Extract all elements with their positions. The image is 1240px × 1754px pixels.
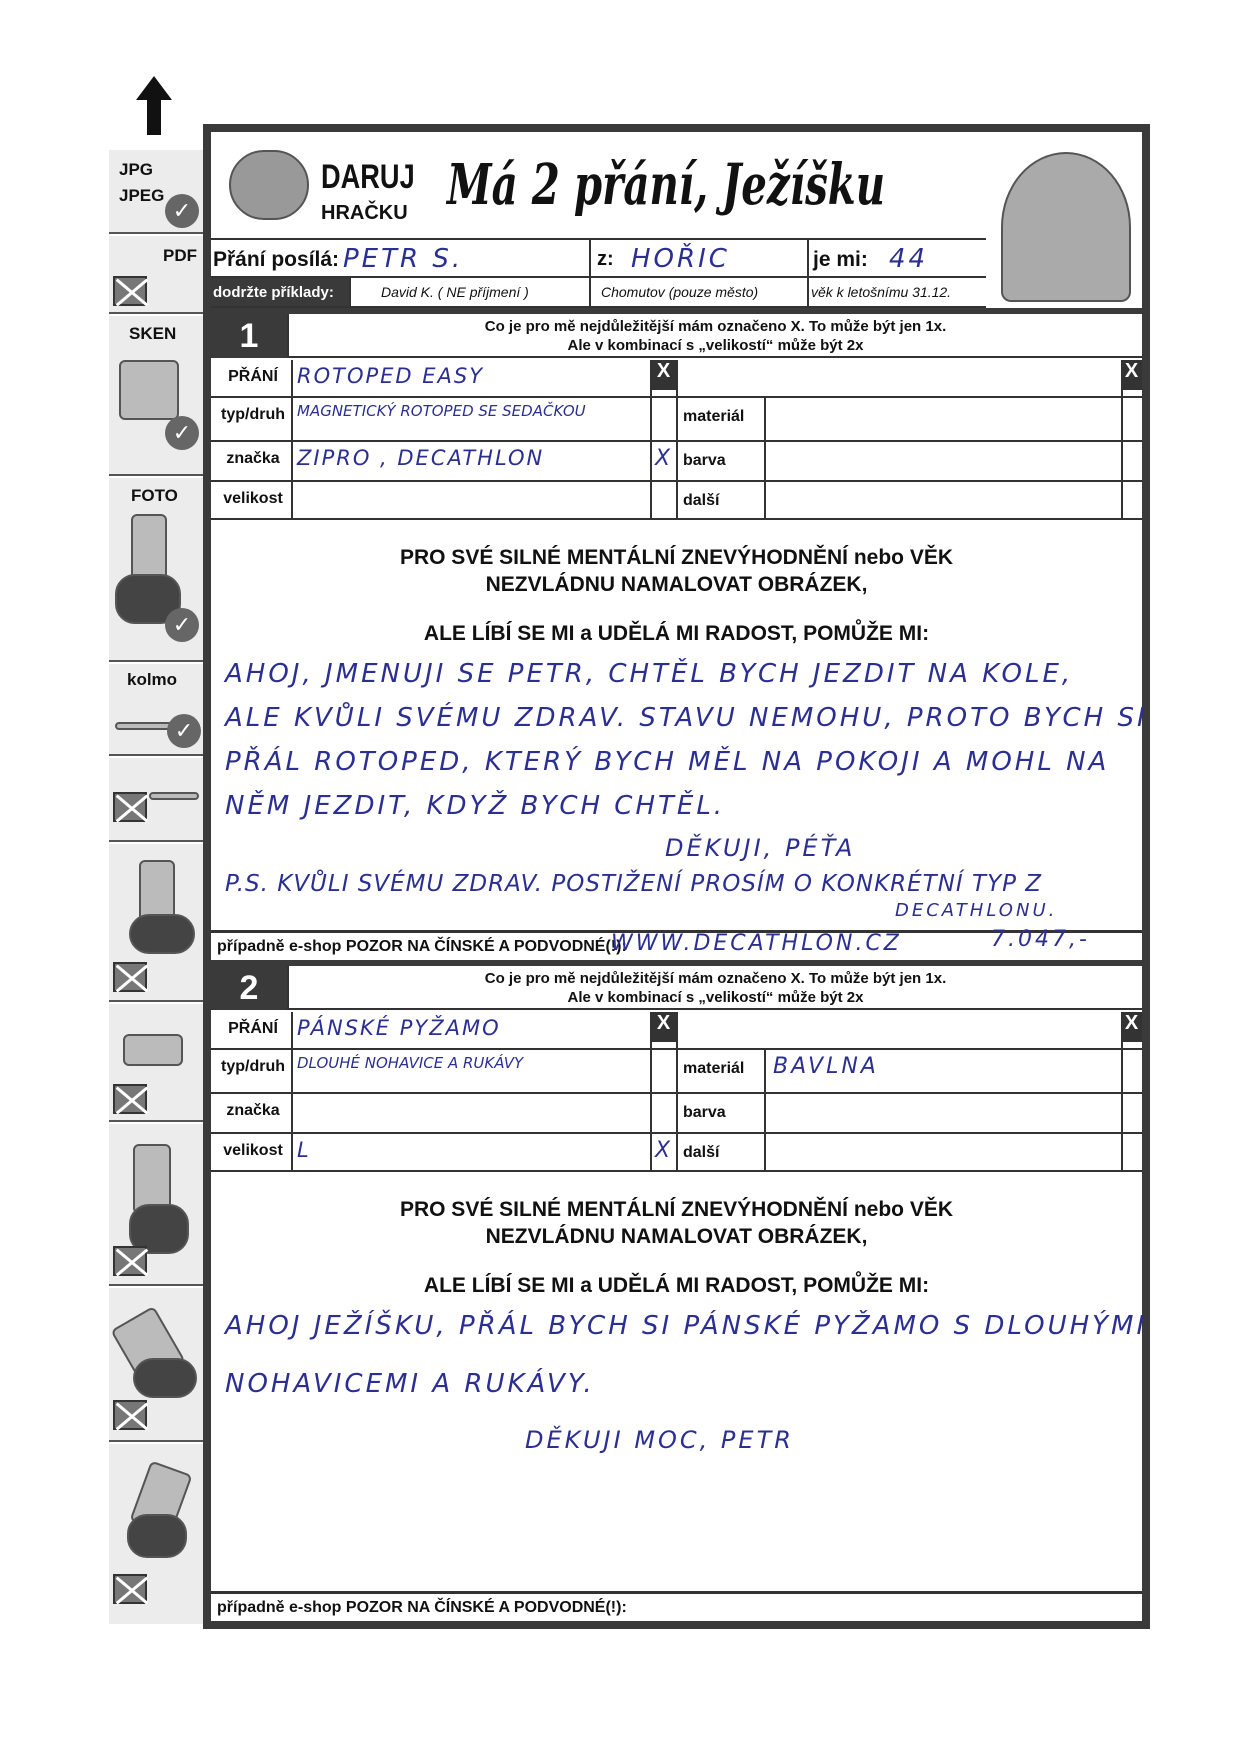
field-label: velikost: [223, 490, 283, 507]
field-label-right: další: [683, 1144, 720, 1161]
instruction-line-2: Ale v kombinací s „velikostí“ může být 2x: [567, 989, 864, 1006]
sidebar-foto: [109, 478, 203, 662]
logo-top: DARUJ: [321, 158, 415, 196]
eshop-row: [211, 927, 1142, 960]
field-value[interactable]: MAGNETICKÝ ROTOPED SE SEDAČKOU: [297, 402, 586, 420]
prompt-line-1: PRO SVÉ SILNÉ MENTÁLNÍ ZNEVÝHODNĚNÍ nebo VĚK: [399, 546, 954, 569]
field-value[interactable]: DLOUHÉ NOHAVICE A RUKÁVY: [297, 1054, 524, 1072]
jpeg-label: JPEG: [119, 186, 165, 205]
cross-box-icon: [113, 962, 147, 992]
sender-city-value[interactable]: HOŘIC: [631, 244, 730, 274]
section-instructions: [287, 966, 1142, 1010]
example-age-cell: [809, 278, 986, 306]
letter-line: AHOJ JEŽÍŠKU, PŘÁL BYCH SI PÁNSKÉ PYŽAMO S DLOUHÝMI: [225, 1311, 1148, 1341]
field-label-right: materiál: [683, 1060, 745, 1077]
eshop-value[interactable]: WWW.DECATHLON.CZ: [611, 931, 902, 956]
hand-icon: [129, 914, 195, 954]
letter-line: NĚM JEZDIT, KDYŽ BYCH CHTĚL.: [225, 791, 726, 821]
prompt-line-1: PRO SVÉ SILNÉ MENTÁLNÍ ZNEVÝHODNĚNÍ nebo VĚK: [399, 1198, 954, 1221]
wish-form: [203, 124, 1150, 1629]
section-number: 1: [239, 317, 259, 355]
jpg-label: JPG: [119, 160, 154, 179]
sidebar-example-4: [109, 1288, 203, 1442]
sidebar-angled: [109, 758, 203, 842]
sidebar-example-3: [109, 1124, 203, 1286]
section-number: 2: [239, 969, 259, 1007]
field-value[interactable]: PÁNSKÉ PYŽAMO: [297, 1016, 501, 1040]
sender-row: [211, 238, 986, 278]
checkmark-icon: ✓: [167, 714, 201, 748]
examples-label: dodržte příklady:: [213, 284, 334, 301]
priority-mark[interactable]: X: [655, 1138, 674, 1163]
field-label: PŘÁNÍ: [228, 368, 278, 385]
hand-icon: [127, 1514, 187, 1558]
wish-section-2: [211, 966, 1148, 1621]
field-value[interactable]: L: [297, 1138, 311, 1162]
example-city-cell: [591, 278, 809, 306]
drawing-area-prompt: [211, 544, 1142, 647]
up-arrow-icon: [136, 76, 172, 100]
cross-box-icon: [113, 1574, 147, 1604]
sidebar-pdf: [109, 236, 203, 314]
phone-landscape-icon: [123, 1034, 183, 1066]
letter-line: ALE KVŮLI SVÉMU ZDRAV. STAVU NEMOHU, PROTO BYCH SI: [225, 703, 1148, 733]
priority-x-header-right: X: [1121, 360, 1142, 390]
checkmark-icon: ✓: [165, 416, 199, 450]
priority-x-header-right: X: [1121, 1012, 1142, 1042]
kolmo-label: kolmo: [127, 670, 178, 689]
sender-age-label: je mi:: [813, 248, 868, 271]
prompt-line-2: NEZVLÁDNU NAMALOVAT OBRÁZEK,: [485, 1225, 868, 1248]
prompt-line-3: ALE LÍBÍ SE MI a UDĚLÁ MI RADOST, POMŮŽE MI:: [423, 622, 930, 645]
sender-name-value[interactable]: PETR S.: [343, 244, 464, 274]
up-arrow-shaft: [147, 99, 161, 135]
section-number-box: [211, 314, 287, 358]
cross-box-icon: [113, 1246, 147, 1276]
wish-table: [211, 1012, 1142, 1172]
priority-mark[interactable]: X: [655, 446, 674, 471]
wish-table: [211, 360, 1142, 520]
field-label: značka: [226, 450, 280, 467]
field-label: velikost: [223, 1142, 283, 1159]
handwritten-letter: [225, 652, 1148, 921]
field-label: PŘÁNÍ: [228, 1020, 278, 1037]
price-value[interactable]: 7.047,-: [991, 927, 1090, 952]
pdf-label: PDF: [163, 246, 197, 265]
examples-label-cell: [211, 278, 351, 306]
sidebar-example-2: [109, 1004, 203, 1122]
eshop-row: [211, 1591, 1142, 1621]
foto-label: FOTO: [131, 486, 178, 505]
christmas-tree-illustration: [1001, 152, 1131, 302]
hand-icon: [133, 1358, 197, 1398]
examples-row: [211, 278, 986, 308]
sidebar-example-1: [109, 844, 203, 1002]
sken-label: SKEN: [129, 324, 177, 343]
letter-line: AHOJ, JMENUJI SE PETR, CHTĚL BYCH JEZDIT NA KOLE,: [225, 659, 1074, 689]
drawing-area-prompt: [211, 1196, 1142, 1299]
field-value-right[interactable]: BAVLNA: [773, 1054, 879, 1079]
sidebar-jpg: [109, 150, 203, 234]
cross-box-icon: [113, 1084, 147, 1114]
priority-x-header: X: [650, 1012, 677, 1042]
angled-phone-icon: [149, 792, 199, 800]
field-label: značka: [226, 1102, 280, 1119]
example-name-cell: [351, 278, 591, 306]
field-label-right: barva: [683, 1104, 726, 1121]
instruction-line-1: Co je pro mě nejdůležitější mám označeno X. To může být jen 1x.: [484, 970, 947, 987]
eshop-label: případně e-shop POZOR NA ČÍNSKÉ A PODVODNÉ(!):: [217, 1599, 627, 1616]
letter-signature: DĚKUJI MOC, PETR: [525, 1426, 794, 1454]
section-number-box: [211, 966, 287, 1010]
page-title: Má 2 přání, Ježíšku: [447, 152, 886, 218]
toy-logo-icon: [229, 150, 309, 220]
instruction-line-1: Co je pro mě nejdůležitější mám označeno X. To může být jen 1x.: [484, 318, 947, 335]
letter-postscript-2: DECATHLONU.: [895, 900, 1058, 921]
field-value[interactable]: ZIPRO , DECATHLON: [297, 446, 545, 470]
cross-box-icon: [113, 792, 147, 822]
prompt-line-3: ALE LÍBÍ SE MI a UDĚLÁ MI RADOST, POMŮŽE MI:: [423, 1274, 930, 1297]
letter-postscript: P.S. KVŮLI SVÉMU ZDRAV. POSTIŽENÍ PROSÍM O KONKRÉTNÍ TYP Z: [225, 871, 1043, 897]
checkmark-icon: ✓: [165, 194, 199, 228]
letter-signature: DĚKUJI, PÉŤA: [665, 834, 856, 862]
handwritten-letter: [225, 1304, 1148, 1460]
instruction-line-2: Ale v kombinací s „velikostí“ může být 2x: [567, 337, 864, 354]
sender-city-label: z:: [597, 248, 614, 270]
sidebar-example-5: [109, 1444, 203, 1624]
scanner-icon: [119, 360, 179, 420]
wish-section-1: [211, 314, 1148, 960]
prompt-line-2: NEZVLÁDNU NAMALOVAT OBRÁZEK,: [485, 573, 868, 596]
checkmark-icon: ✓: [165, 608, 199, 642]
sidebar-kolmo: [109, 664, 203, 756]
cross-box-icon: [113, 276, 147, 306]
field-value[interactable]: ROTOPED EASY: [297, 364, 485, 388]
example-city: Chomutov (pouze město): [601, 284, 759, 300]
field-label: typ/druh: [221, 1058, 285, 1075]
sender-age-value[interactable]: 44: [889, 244, 929, 274]
sender-city-cell: [591, 240, 809, 276]
field-label-right: další: [683, 492, 720, 509]
field-label: typ/druh: [221, 406, 285, 423]
example-name: David K. ( NE příjmení ): [381, 284, 529, 300]
example-age: věk k letošnímu 31.12.: [811, 284, 952, 300]
letter-line: NOHAVICEMI A RUKÁVY.: [225, 1369, 595, 1399]
field-label-right: materiál: [683, 408, 745, 425]
logo-bottom: HRAČKU: [321, 202, 408, 224]
priority-x-header: X: [650, 360, 677, 390]
sender-name-cell: [211, 240, 591, 276]
cross-box-icon: [113, 1400, 147, 1430]
perpendicular-icon: [115, 722, 175, 730]
field-label-right: barva: [683, 452, 726, 469]
letter-line: PŘÁL ROTOPED, KTERÝ BYCH MĚL NA POKOJI A MOHL NA: [225, 747, 1110, 777]
sidebar-sken: [109, 316, 203, 476]
sender-name-label: Přání posílá:: [213, 248, 340, 271]
eshop-label: případně e-shop POZOR NA ČÍNSKÉ A PODVODNÉ(!):: [217, 938, 627, 955]
sender-age-cell: [809, 240, 986, 276]
section-instructions: [287, 314, 1142, 358]
